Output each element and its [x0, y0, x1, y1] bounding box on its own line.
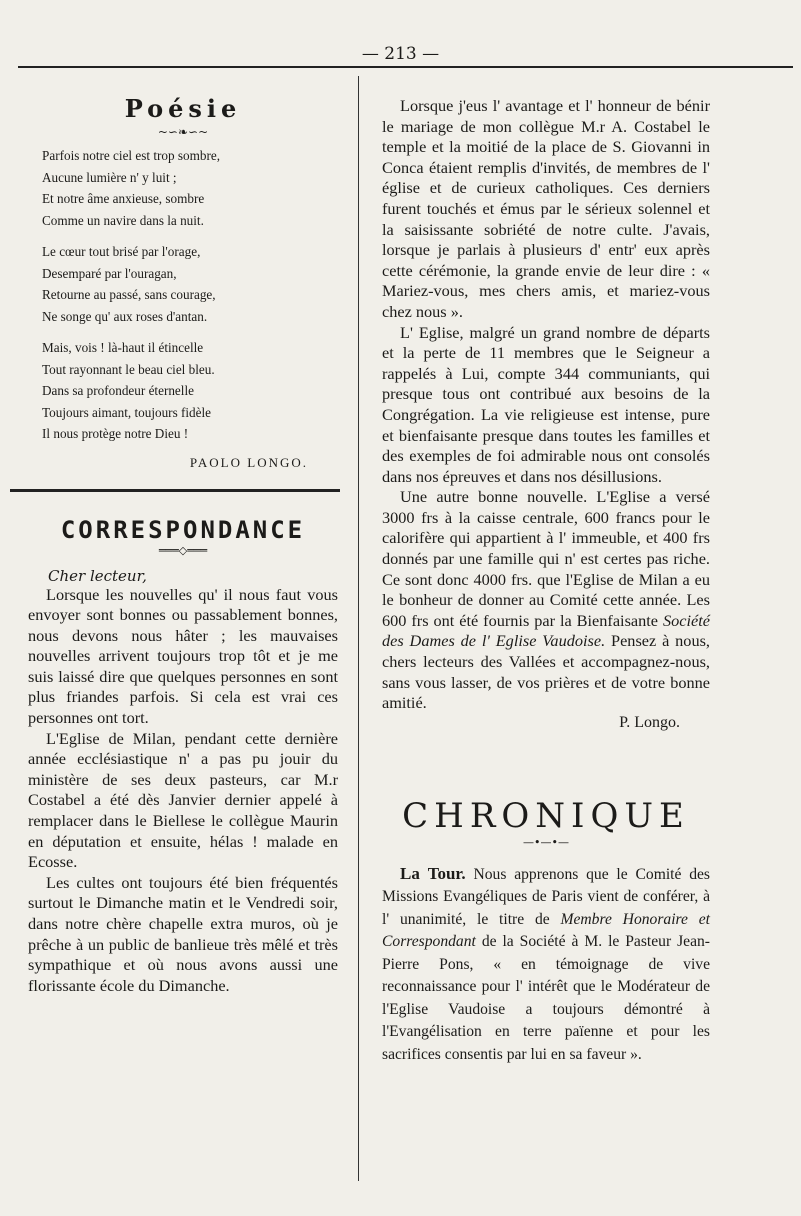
paragraph-text: Une autre bonne nouvelle. L'Eglise a versé 3000 frs à la caisse centrale, 600 francs pour le calorifère qui appartient à l' immeuble, et 400 frs donnés par une famille qui n' est certes pas riche. Ce sont donc 4000 frs. que l'Eglise de Milan a eu le bonheur de donner au Comité cette année. Les 600 frs ont été fournis par la Bienfaisante	[382, 487, 710, 630]
paragraph: L' Eglise, malgré un grand nombre de départs et la perte de 11 membres que le Seigneur a rappelés à Lui, compte 344 communiants, qui presque tous ont contribué aux besoins de la Congrégation. La vie religieuse est intense, pure et bienfaisante presque dans toutes les familles et des exemples de foi admirable nous ont consolés dans nos épreuves et dans nos désillusions.	[382, 322, 710, 486]
signature: P. Longo.	[619, 713, 680, 731]
paragraph: Lorsque j'eus l' avantage et l' honneur de bénir le mariage de mon collègue M.r A. Costabel le temple et la moitié de la place de S. Giovanni in Conca étaient remplis d'invités, de membres de l' église et de curieux catholiques. Ces derniers furent touchés et émus par le sérieux solennel et la saisissante sobriété de notre culte. J'avais, lorsque je parlais à plusieurs d' entr' eux après cette cérémonie, la grande envie de leur dire : « Mariez-vous, mes chers amis, et mariez-vous chez nous ».	[382, 96, 710, 321]
column-divider	[358, 76, 359, 1181]
salutation: Cher lecteur,	[48, 566, 147, 585]
poem-title: Poésie	[124, 94, 242, 123]
poem-line: Mais, vois ! là-haut il étincelle	[42, 340, 204, 355]
poem-stanza-3	[42, 337, 338, 445]
chronique-title: CHRONIQUE	[402, 795, 690, 836]
poem-line: Tout rayonnant le beau ciel bleu.	[42, 361, 215, 377]
poem-author: PAOLO LONGO.	[189, 454, 308, 470]
page-number: — 213 —	[361, 44, 440, 64]
poem-stanza-2	[42, 241, 338, 327]
correspondance-body-left	[28, 585, 338, 997]
poem-line: Aucune lumière n' y luit ;	[42, 169, 177, 185]
poem-ornament: ~∽❧∽~	[157, 125, 209, 139]
poem-line: Retourne au passé, sans courage,	[42, 287, 216, 302]
paragraph	[382, 863, 710, 1067]
correspondance-body-right	[382, 96, 710, 714]
section-rule	[10, 489, 340, 492]
paragraph: L'Eglise de Milan, pendant cette dernière année ecclésiastique n' a pas pu jouir du ministère de ses deux pasteurs, car M.r Costabel a été dès Janvier dernier appelé à remplacer dans le Biellese le collègue Maurin en députation et ensuite, hélas ! malade en Ecosse.	[28, 728, 338, 872]
header-rule	[18, 66, 793, 68]
poem-stanza-1	[42, 145, 338, 231]
poem-line: Desemparé par l'ouragan,	[42, 265, 177, 281]
chronique-ornament: —•—•—	[523, 835, 569, 849]
correspondance-ornament: ═══◇═══	[158, 543, 208, 557]
chronique-text: de la Société à M. le Pasteur Jean-Pierre Pons, « en témoignage de vive reconnaissance pour l' intérêt que le Modérateur de l'Eglise Vaudoise a toujours démontré à l'Evangélisation en terre païenne et pour les sacrifices consentis par lui en sa faveur ».	[382, 933, 711, 1063]
paragraph: Les cultes ont toujours été bien fréquentés surtout le Dimanche matin et le Vendredi soir, dans notre chère chapelle extra muros, où je prêche à un public de banlieue très mêlé et très sympathique et où nous avons aussi une florissante école du Dimanche.	[28, 872, 338, 995]
poem-line: Et notre âme anxieuse, sombre	[42, 191, 205, 206]
honorary-title: Membre Honoraire et Correspondant	[382, 910, 710, 951]
paragraph	[382, 487, 710, 714]
chronique-text: Nous apprenons que le Comité des Missions Evangéliques de Paris vient de conférer, à l' unanimité, le titre de	[382, 865, 710, 928]
society-name: Société des Dames de l' Eglise Vaudoise.	[382, 610, 710, 651]
poem-line: Le cœur tout brisé par l'orage,	[42, 244, 201, 259]
paragraph: Lorsque les nouvelles qu' il nous faut vous envoyer sont bonnes ou passablement bonnes, nous devons nous hâter ; les mauvaises nouvelles arrivent toujours trop tôt et je me suis laissé dire que quelques personnes en sont plus friandes parfois. Si cela est vrai ces personnes ont tort.	[28, 584, 338, 728]
poem-line: Il nous protège notre Dieu !	[42, 426, 189, 441]
poem-line: Ne songe qu' aux roses d'antan.	[42, 308, 208, 324]
poem-line: Toujours aimant, toujours fidèle	[42, 404, 212, 420]
correspondance-title: CORRESPONDANCE	[60, 515, 306, 544]
chronique-body	[382, 863, 710, 1067]
closing-text: Pensez à nous, chers lecteurs des Vallées et accompagnez-nous, sans vous lasser, de vos prières et de votre bonne amitié.	[382, 631, 710, 713]
place-heading: La Tour.	[400, 863, 466, 883]
right-column	[382, 96, 710, 1066]
poem-line: Comme un navire dans la nuit.	[42, 212, 204, 228]
poem-line: Parfois notre ciel est trop sombre,	[42, 148, 220, 163]
poem-line: Dans sa profondeur éternelle	[42, 383, 194, 398]
left-column	[28, 90, 338, 996]
